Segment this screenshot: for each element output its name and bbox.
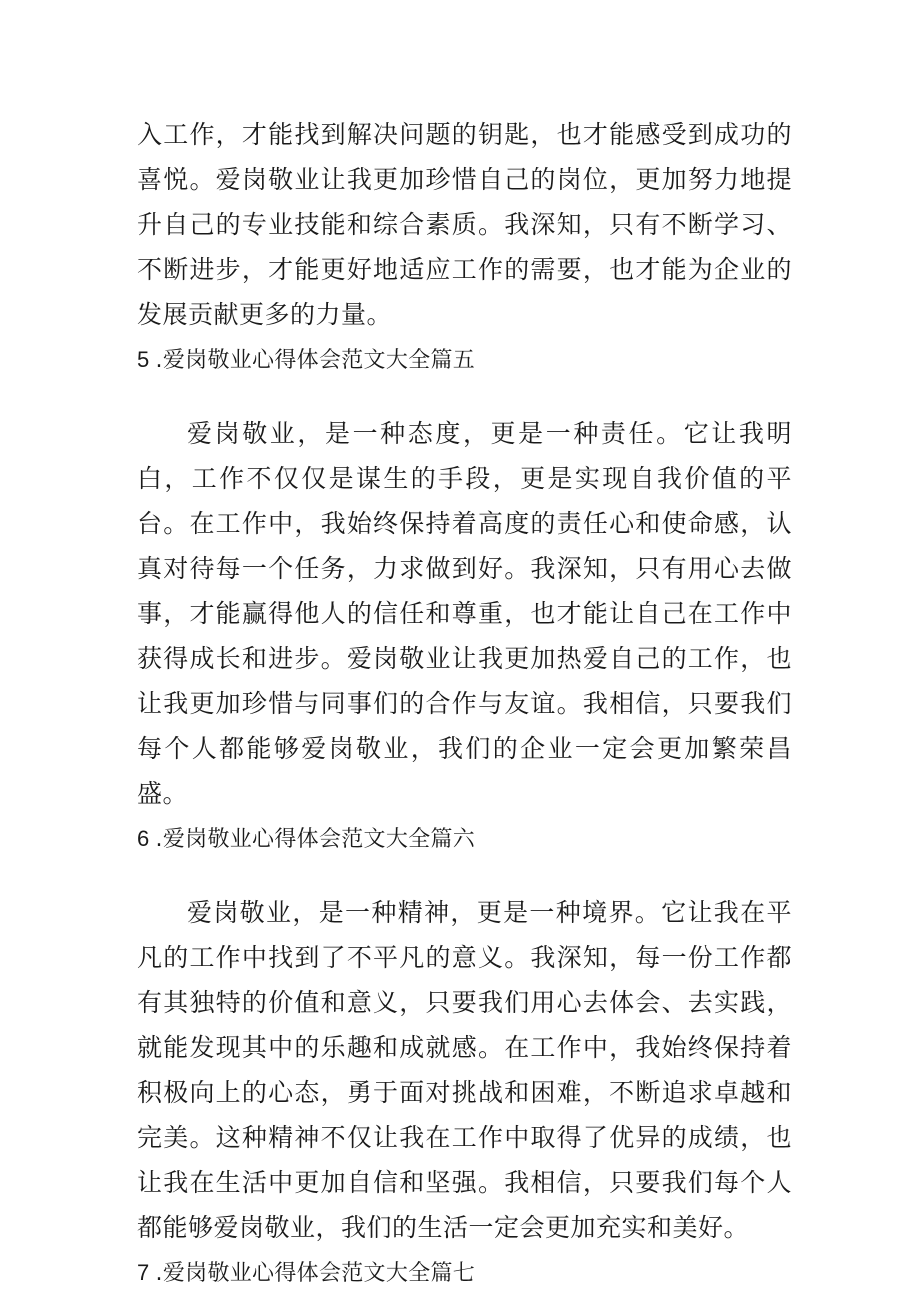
section-heading-7 [137,1250,792,1296]
section-heading-6 [137,816,792,862]
document-body [137,112,792,1296]
section-title: .爱岗敬业心得体会范文大全篇五 [155,348,476,373]
spacer [137,862,792,890]
paragraph-continued: 入工作，才能找到解决问题的钥匙，也才能感受到成功的喜悦。爱岗敬业让我更加珍惜自己的岗位，更加努力地提升自己的专业技能和综合素质。我深知，只有不断学习、不断进步，才能更好地适应工作的需要，也才能为企业的发展贡献更多的力量。 [137,120,792,329]
section-number: 5 [137,347,150,372]
paragraph-section-6: 爱岗敬业，是一种精神，更是一种境界。它让我在平凡的工作中找到了不平凡的意义。我深知，每一份工作都有其独特的价值和意义，只要我们用心去体会、去实践，就能发现其中的乐趣和成就感。在工作中，我始终保持着积极向上的心态，勇于面对挑战和困难，不断追求卓越和完美。这种精神不仅让我在工作中取得了优异的成绩，也让我在生活中更加自信和坚强。我相信，只要我们每个人都能够爱岗敬业，我们的生活一定会更加充实和美好。 [137,898,792,1242]
paragraph-section-5: 爱岗敬业，是一种态度，更是一种责任。它让我明白，工作不仅仅是谋生的手段，更是实现自我价值的平台。在工作中，我始终保持着高度的责任心和使命感，认真对待每一个任务，力求做到好。我深知，只有用心去做事，才能赢得他人的信任和尊重，也才能让自己在工作中获得成长和进步。爱岗敬业让我更加热爱自己的工作，也让我更加珍惜与同事们的合作与友谊。我相信，只要我们每个人都能够爱岗敬业，我们的企业一定会更加繁荣昌盛。 [137,419,792,808]
section-title: .爱岗敬业心得体会范文大全篇六 [155,827,476,852]
section-title: .爱岗敬业心得体会范文大全篇七 [155,1261,476,1286]
section-number: 6 [137,826,150,851]
spacer [137,383,792,411]
section-heading-5 [137,337,792,383]
section-number: 7 [137,1260,150,1285]
